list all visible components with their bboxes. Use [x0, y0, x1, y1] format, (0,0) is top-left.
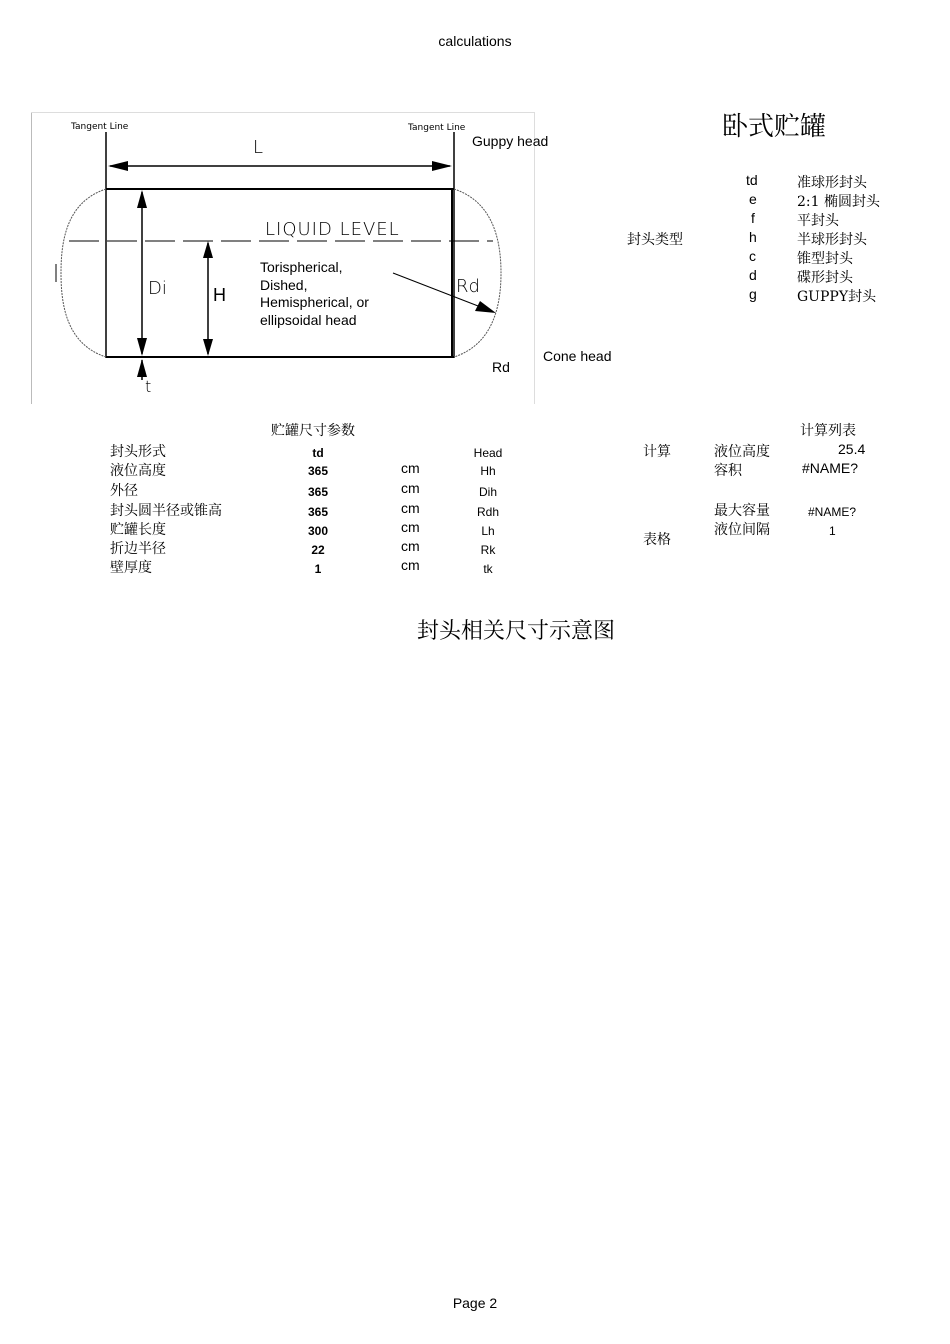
head-types-note-line: Dished, [260, 277, 308, 293]
param-variable: Lh [481, 524, 495, 538]
param-variable: Rdh [476, 505, 499, 519]
level-label: 液位高度 [714, 444, 770, 460]
guppy-head-label: Guppy head [472, 133, 549, 149]
Di-arrow-top [137, 190, 147, 208]
head-type-name: 准球形封头 [797, 175, 867, 191]
L-arrow-right [432, 161, 452, 171]
H-arrow-bottom [203, 339, 213, 356]
param-value[interactable]: 365 [307, 505, 329, 519]
param-label: 外径 [110, 483, 138, 499]
param-value[interactable]: td [312, 446, 324, 460]
H-arrow-top [203, 241, 213, 258]
Di-label: Di [148, 278, 167, 299]
param-value[interactable]: 365 [307, 485, 329, 499]
param-unit: cm [401, 500, 420, 516]
head-type-code: h [749, 229, 757, 245]
tangent-line-left-label: Tangent Line [71, 122, 129, 132]
Rd-inner-label: Rd [456, 276, 480, 297]
head-type-name: 平封头 [797, 213, 839, 229]
param-label: 封头圆半径或锥高 [110, 503, 222, 519]
Rd-arrow-head [475, 301, 496, 313]
head-dimension-caption: 封头相关尺寸示意图 [417, 619, 616, 644]
max-capacity-label: 最大容量 [714, 503, 770, 519]
table-label: 表格 [643, 532, 671, 548]
head-type-code: td [746, 172, 758, 188]
cone-head-label: Cone head [543, 348, 612, 364]
liquid-level-label: LIQUID LEVEL [265, 219, 400, 240]
calc-label: 计算 [643, 444, 671, 460]
H-label: H [213, 285, 226, 305]
L-arrow-left [108, 161, 128, 171]
head-type-name: GUPPY封头 [797, 289, 877, 305]
param-value[interactable]: 300 [307, 524, 329, 538]
param-label: 封头形式 [110, 444, 166, 460]
head-type-name: 2:1 椭圆封头 [797, 194, 880, 210]
right-head [454, 189, 501, 357]
param-unit: cm [401, 480, 420, 496]
param-variable: Rk [480, 543, 496, 557]
t-arrow [137, 359, 147, 377]
left-head [61, 189, 106, 357]
param-variable: Hh [480, 464, 496, 478]
tank-title: 卧式贮罐 [722, 112, 827, 142]
head-types-note-line: ellipsoidal head [260, 312, 357, 328]
param-variable: Dih [478, 485, 497, 499]
calc-title: 计算列表 [800, 423, 856, 439]
head-type-code: c [749, 248, 756, 264]
rd-outer-label: Rd [492, 359, 510, 375]
page-footer: Page 2 [452, 1295, 498, 1311]
head-type-name: 碟形封头 [797, 270, 853, 286]
param-unit: cm [401, 557, 420, 573]
head-type-code: f [751, 210, 755, 226]
param-label: 贮罐长度 [110, 522, 166, 538]
param-value[interactable]: 22 [311, 543, 325, 557]
Di-arrow-bottom [137, 338, 147, 356]
max-capacity-value: #NAME? [808, 505, 857, 519]
volume-label: 容积 [714, 463, 742, 479]
head-type-name: 半球形封头 [797, 232, 867, 248]
level-interval-value[interactable]: 1 [829, 524, 836, 538]
param-label: 壁厚度 [110, 560, 152, 576]
head-type-code: g [749, 286, 757, 302]
head-types-note [260, 259, 373, 328]
level-value[interactable]: 25.4 [838, 441, 866, 457]
param-unit: cm [401, 519, 420, 535]
head-type-name: 锥型封头 [797, 251, 853, 267]
param-unit: cm [401, 460, 420, 476]
param-variable: tk [483, 562, 493, 576]
page-header: calculations [438, 33, 512, 49]
params-title: 贮罐尺寸参数 [271, 423, 355, 439]
param-variable: Head [473, 446, 503, 460]
param-value[interactable]: 1 [314, 562, 322, 576]
tank-diagram-svg [31, 112, 535, 404]
t-label: t [145, 377, 152, 396]
head-types-note-line: Hemispherical, or [260, 294, 369, 310]
param-label: 折边半径 [110, 541, 166, 557]
volume-value: #NAME? [802, 460, 859, 476]
head-type-code: d [749, 267, 757, 283]
param-unit: cm [401, 538, 420, 554]
tangent-line-right-label: Tangent Line [408, 123, 466, 133]
head-types-note-line: Torispherical, [260, 259, 343, 275]
level-interval-label: 液位间隔 [714, 522, 770, 538]
param-value[interactable]: 365 [307, 464, 329, 478]
L-label: L [253, 137, 264, 158]
param-label: 液位高度 [110, 463, 166, 479]
head-types-label: 封头类型 [627, 232, 683, 248]
head-type-code: e [749, 191, 757, 207]
tank-diagram [31, 112, 535, 404]
